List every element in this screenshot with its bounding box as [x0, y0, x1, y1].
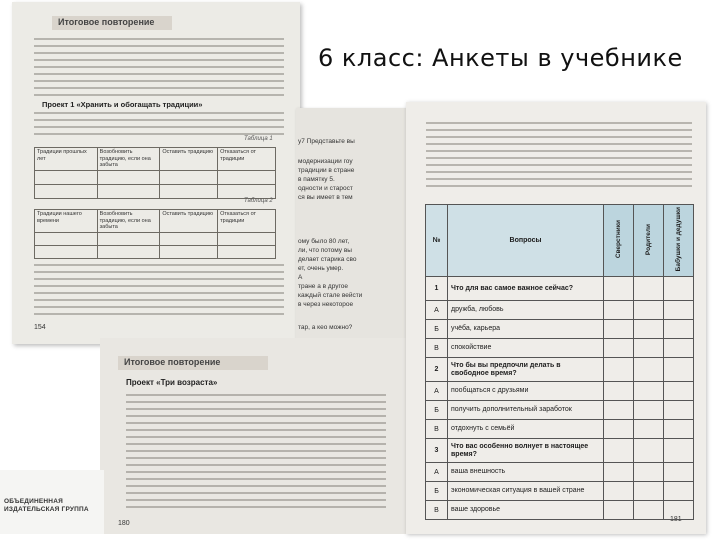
answer-cell [664, 401, 694, 420]
row-number: Б [426, 320, 448, 339]
answer-cell [664, 501, 694, 520]
page-number: 154 [34, 324, 46, 331]
answer-cell [664, 463, 694, 482]
page-text-line: делает старика сво [298, 256, 357, 263]
question-text: Что бы вы предпочли делать в свободное время? [448, 358, 604, 382]
publisher-line: ИЗДАТЕЛЬСКАЯ ГРУППА [4, 506, 89, 513]
answer-cell [664, 277, 694, 301]
page-text-line: A [298, 274, 303, 281]
answer-cell [664, 420, 694, 439]
answer-option: учёба, карьера [448, 320, 604, 339]
project-heading: Проект «Три возраста» [126, 378, 218, 387]
survey-answer-row [426, 420, 694, 439]
row-number: 3 [426, 439, 448, 463]
page-text-line: ому было 80 лет, [298, 238, 350, 245]
column-header-parents: Родители [634, 205, 664, 277]
question-text: Что вас особенно волнует в настоящее время? [448, 439, 604, 463]
answer-option: пообщаться с друзьями [448, 382, 604, 401]
answer-cell [664, 482, 694, 501]
answer-cell [634, 358, 664, 382]
table-header-cell: Оставить традицию [160, 148, 218, 171]
table-header-cell: Возобновить традицию, если она забыта [97, 210, 160, 233]
row-number: 2 [426, 358, 448, 382]
traditions-table-1 [34, 147, 276, 199]
publisher-logo-text [4, 498, 100, 514]
survey-answer-row [426, 463, 694, 482]
page-text-line: ет, очень умер. [298, 265, 344, 272]
row-number: В [426, 420, 448, 439]
answer-cell [664, 320, 694, 339]
answer-option: отдохнуть с семьёй [448, 420, 604, 439]
survey-answer-row [426, 382, 694, 401]
publisher-line: ОБЪЕДИНЕННАЯ [4, 498, 63, 505]
survey-answer-row [426, 301, 694, 320]
page-text-line: каждый стале вейсти [298, 292, 363, 299]
question-text: Что для вас самое важное сейчас? [448, 277, 604, 301]
column-header-number: № [426, 205, 448, 277]
answer-cell [664, 358, 694, 382]
table-header-cell: Традиции нашего времени [35, 210, 98, 233]
section-heading: Итоговое повторение [118, 356, 268, 370]
survey-answer-row [426, 401, 694, 420]
answer-cell [634, 401, 664, 420]
answer-cell [664, 439, 694, 463]
page-number: 181 [670, 516, 682, 523]
row-number: В [426, 501, 448, 520]
page-text-line: в через некоторое [298, 301, 354, 308]
body-text-block [126, 394, 386, 513]
answer-cell [634, 420, 664, 439]
textbook-page-left [12, 2, 303, 344]
answer-option: дружба, любовь [448, 301, 604, 320]
survey-answer-row [426, 339, 694, 358]
answer-cell [634, 439, 664, 463]
answer-cell [634, 501, 664, 520]
survey-body [426, 277, 694, 520]
slide-title: 6 класс: Анкеты в учебнике [318, 44, 683, 72]
answer-cell [664, 301, 694, 320]
answer-cell [604, 439, 634, 463]
answer-option: ваше здоровье [448, 501, 604, 520]
answer-cell [604, 482, 634, 501]
answer-option: получить дополнительный заработок [448, 401, 604, 420]
page-text-line: ся вы имеет в тем [298, 194, 353, 201]
survey-question-row [426, 358, 694, 382]
page-text-line: традиции в стране [298, 167, 355, 174]
page-text-line: у7 Представьте вы [298, 138, 355, 145]
row-number: А [426, 463, 448, 482]
row-number: В [426, 339, 448, 358]
answer-option: спокойствие [448, 339, 604, 358]
answer-cell [634, 463, 664, 482]
column-header-grandparents: Бабушки и дедушки [664, 205, 694, 277]
table-header-cell: Отказаться от традиции [218, 210, 276, 233]
answer-cell [604, 501, 634, 520]
row-number: А [426, 301, 448, 320]
page-text-line: в памятку 5. [298, 176, 335, 183]
table-header-cell: Традиции прошлых лет [35, 148, 98, 171]
row-number: Б [426, 482, 448, 501]
answer-cell [604, 401, 634, 420]
answer-cell [634, 482, 664, 501]
answer-cell [604, 320, 634, 339]
table-caption: Таблица 2 [244, 198, 273, 204]
survey-question-row [426, 439, 694, 463]
body-text-block [34, 38, 284, 101]
answer-cell [664, 382, 694, 401]
textbook-page-middle [296, 108, 406, 348]
answer-cell [604, 277, 634, 301]
column-header-peers: Сверстники [604, 205, 634, 277]
survey-table [425, 204, 694, 520]
table-caption: Таблица 1 [244, 136, 273, 142]
answer-cell [604, 339, 634, 358]
answer-option: ваша внешность [448, 463, 604, 482]
page-text-line: тране а в другое [298, 283, 348, 290]
table-header-cell: Отказаться от традиции [218, 148, 276, 171]
project-heading: Проект 1 «Хранить и обогащать традиции» [42, 100, 203, 109]
answer-cell [604, 420, 634, 439]
section-heading: Итоговое повторение [52, 16, 172, 30]
row-number: А [426, 382, 448, 401]
answer-cell [634, 277, 664, 301]
textbook-page-bottom [100, 338, 406, 534]
answer-option: экономическая ситуация в вашей стране [448, 482, 604, 501]
row-number: Б [426, 401, 448, 420]
page-number: 180 [118, 520, 130, 527]
page-text-line: модернизации гоу [298, 158, 353, 165]
page-text-line: ли, что потому вы [298, 247, 352, 254]
answer-cell [664, 339, 694, 358]
answer-cell [634, 382, 664, 401]
table-header-cell: Возобновить традицию, если она забыта [97, 148, 160, 171]
answer-cell [634, 339, 664, 358]
page-text-line: одности и старост [298, 185, 353, 192]
answer-cell [604, 382, 634, 401]
survey-question-row [426, 277, 694, 301]
body-text-block [426, 122, 692, 192]
survey-answer-row [426, 482, 694, 501]
traditions-table-2 [34, 209, 276, 259]
answer-cell [604, 301, 634, 320]
table-header-cell: Оставить традицию [160, 210, 218, 233]
answer-cell [604, 358, 634, 382]
answer-cell [634, 301, 664, 320]
answer-cell [634, 320, 664, 339]
row-number: 1 [426, 277, 448, 301]
survey-answer-row [426, 320, 694, 339]
column-header-questions: Вопросы [448, 205, 604, 277]
page-text-line: тар, а кео можно? [298, 324, 353, 331]
body-text-block [34, 264, 284, 320]
answer-cell [604, 463, 634, 482]
survey-answer-row [426, 501, 694, 520]
